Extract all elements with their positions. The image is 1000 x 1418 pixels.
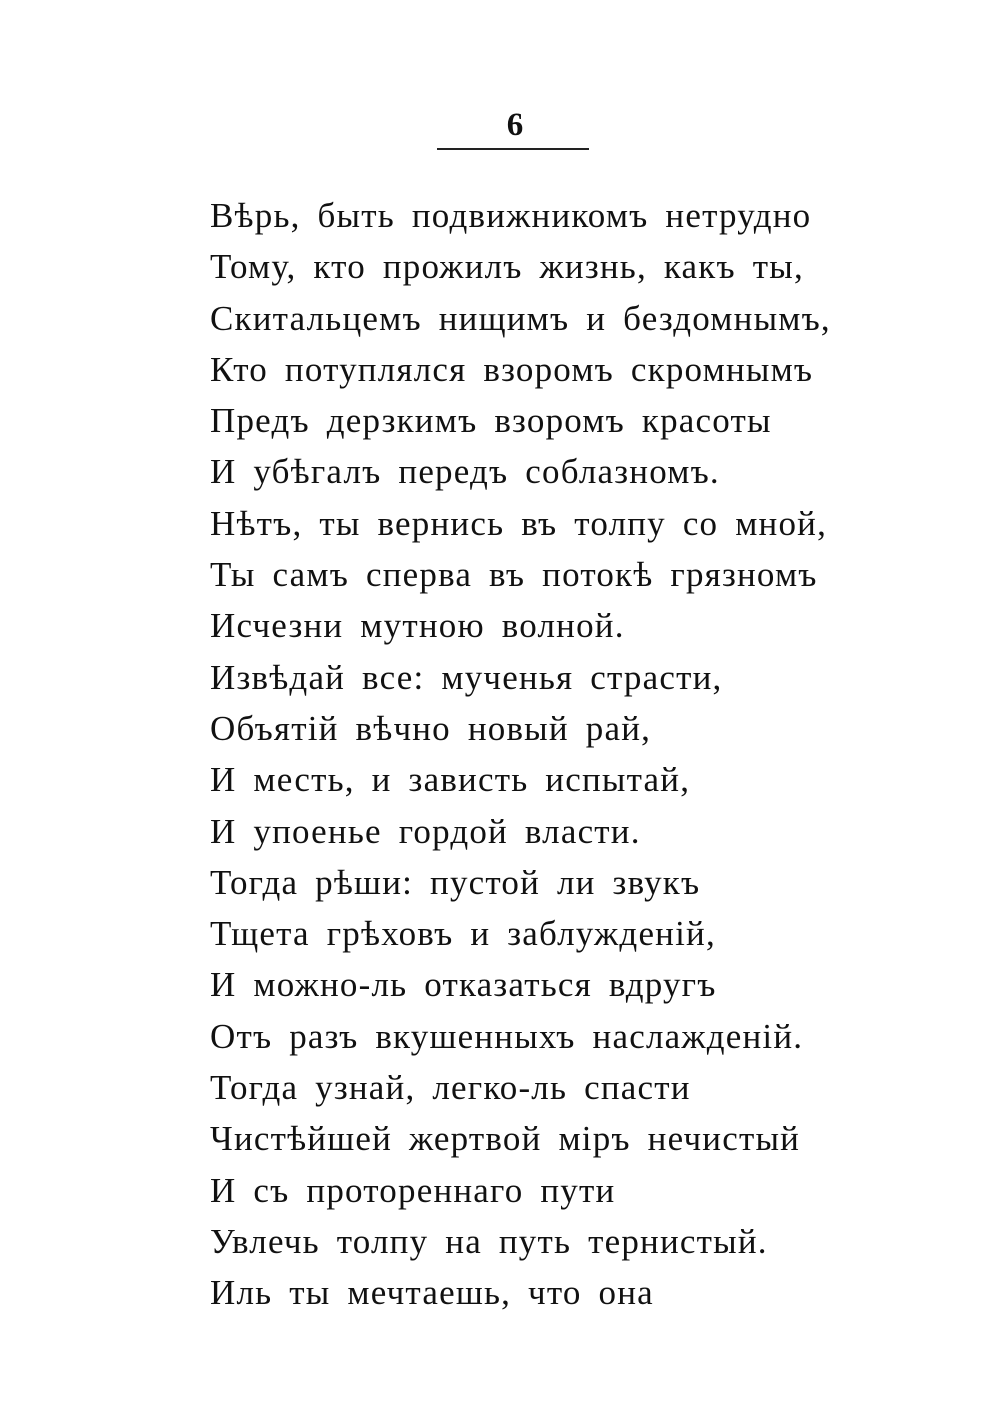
- poem-line: Извѣдай все: мученья страсти,: [210, 657, 723, 697]
- poem-line: Увлечь толпу на путь тернистый.: [210, 1221, 768, 1261]
- poem-line: Скитальцемъ нищимъ и бездомнымъ,: [210, 298, 831, 338]
- poem-line: Чистѣйшей жертвой міръ нечистый: [210, 1119, 801, 1159]
- poem-line: Объятій вѣчно новый рай,: [210, 708, 652, 748]
- page-number: 6: [506, 107, 524, 143]
- poem-line: И упоенье гордой власти.: [210, 811, 641, 851]
- poem-line: Отъ разъ вкушенныхъ наслажденій.: [210, 1016, 804, 1056]
- poem-line: Вѣрь, быть подвижникомъ нетрудно: [210, 196, 812, 235]
- poem-line: Тщета грѣховъ и заблужденій,: [210, 914, 716, 954]
- poem-line: Иль ты мечтаешь, что она: [210, 1273, 654, 1313]
- poem-line: Предъ дерзкимъ взоромъ красоты: [210, 401, 772, 441]
- poem-line: Тому, кто прожилъ жизнь, какъ ты,: [210, 247, 804, 287]
- poem-line: И убѣгалъ передъ соблазномъ.: [210, 452, 720, 492]
- poem-line: И месть, и зависть испытай,: [210, 760, 691, 800]
- header-rule: [437, 148, 589, 150]
- poem-line: И можно-ль отказаться вдругъ: [210, 965, 717, 1005]
- poem-line: Тогда узнай, легко-ль спасти: [210, 1068, 691, 1108]
- poem-line: Нѣтъ, ты вернись въ толпу со мной,: [210, 503, 828, 543]
- poem-line: Исчезни мутною волной.: [210, 606, 625, 646]
- poem-line: Кто потуплялся взоромъ скромнымъ: [210, 349, 814, 389]
- poem-text: [210, 190, 930, 1319]
- poem-line: Ты самъ сперва въ потокѣ грязномъ: [210, 555, 818, 595]
- poem-line: Тогда рѣши: пустой ли звукъ: [210, 862, 701, 902]
- poem-line: И съ протореннаго пути: [210, 1170, 616, 1210]
